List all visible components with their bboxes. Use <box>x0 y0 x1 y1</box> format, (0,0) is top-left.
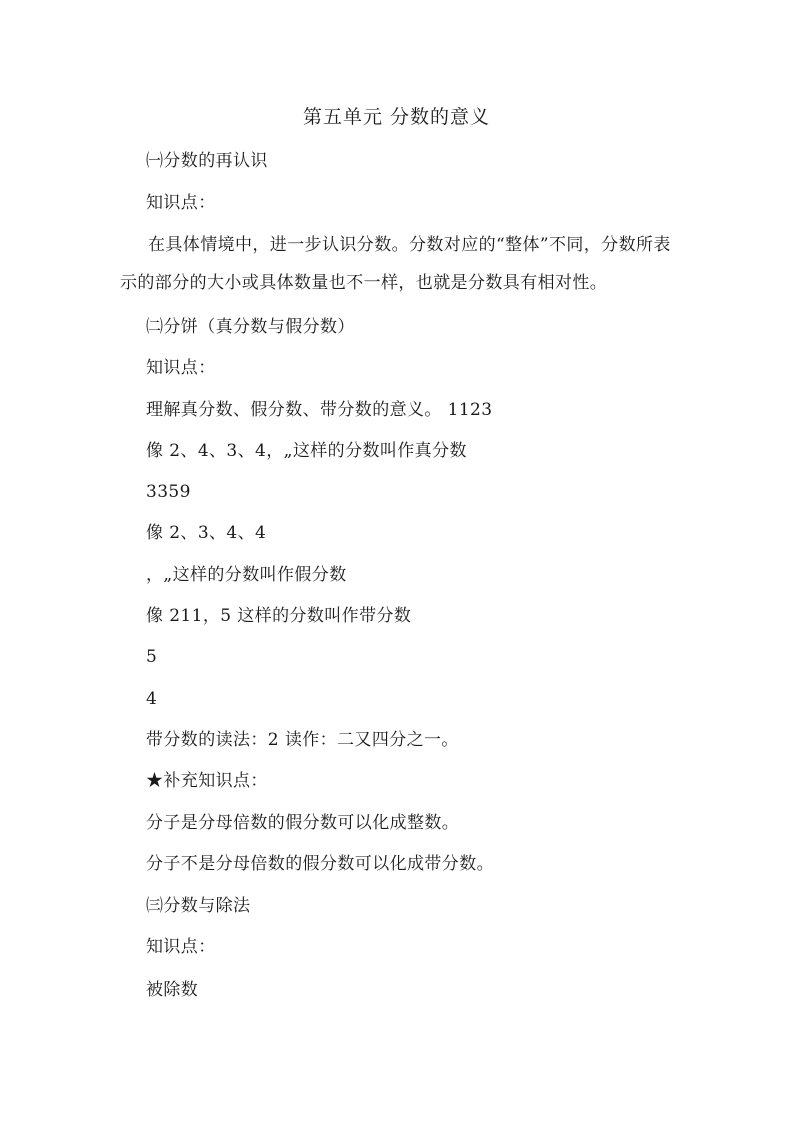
text-line: 分子是分母倍数的假分数可以化成整数。 <box>146 813 460 833</box>
knowledge-label: 知识点： <box>146 193 216 213</box>
supplement-heading: ★补充知识点： <box>146 771 268 791</box>
text-line: 被除数 <box>146 980 199 1000</box>
text-line: 分子不是分母倍数的假分数可以化成带分数。 <box>146 854 494 874</box>
section-heading-2: ㈡分饼（真分数与假分数） <box>146 317 355 337</box>
knowledge-label: 知识点： <box>146 937 216 957</box>
section-heading-1: ㈠分数的再认识 <box>146 151 268 171</box>
text-line: 带分数的读法：2 读作：二又四分之一。 <box>146 730 459 750</box>
text-line: 5 <box>146 647 158 667</box>
text-line: 像 2、3、4、4 <box>146 523 267 543</box>
knowledge-label: 知识点： <box>146 358 216 378</box>
text-line: 3359 <box>146 482 191 502</box>
text-line: 4 <box>146 689 158 709</box>
text-line: 像 2、4、3、4，„这样的分数叫作真分数 <box>146 441 467 461</box>
paragraph-relativity: 在具体情境中，进一步认识分数。分数对应的“整体”不同，分数所表示的部分的大小或具体数量也不一样，也就是分数具有相对性。 <box>120 235 671 293</box>
section-heading-3: ㈢分数与除法 <box>146 896 251 916</box>
page-title: 第五单元 分数的意义 <box>302 106 491 128</box>
text-line: 像 211，5 这样的分数叫作带分数 <box>146 606 412 626</box>
text-line: ，„这样的分数叫作假分数 <box>146 565 347 585</box>
text-line: 理解真分数、假分数、带分数的意义。 1123 <box>146 400 493 420</box>
